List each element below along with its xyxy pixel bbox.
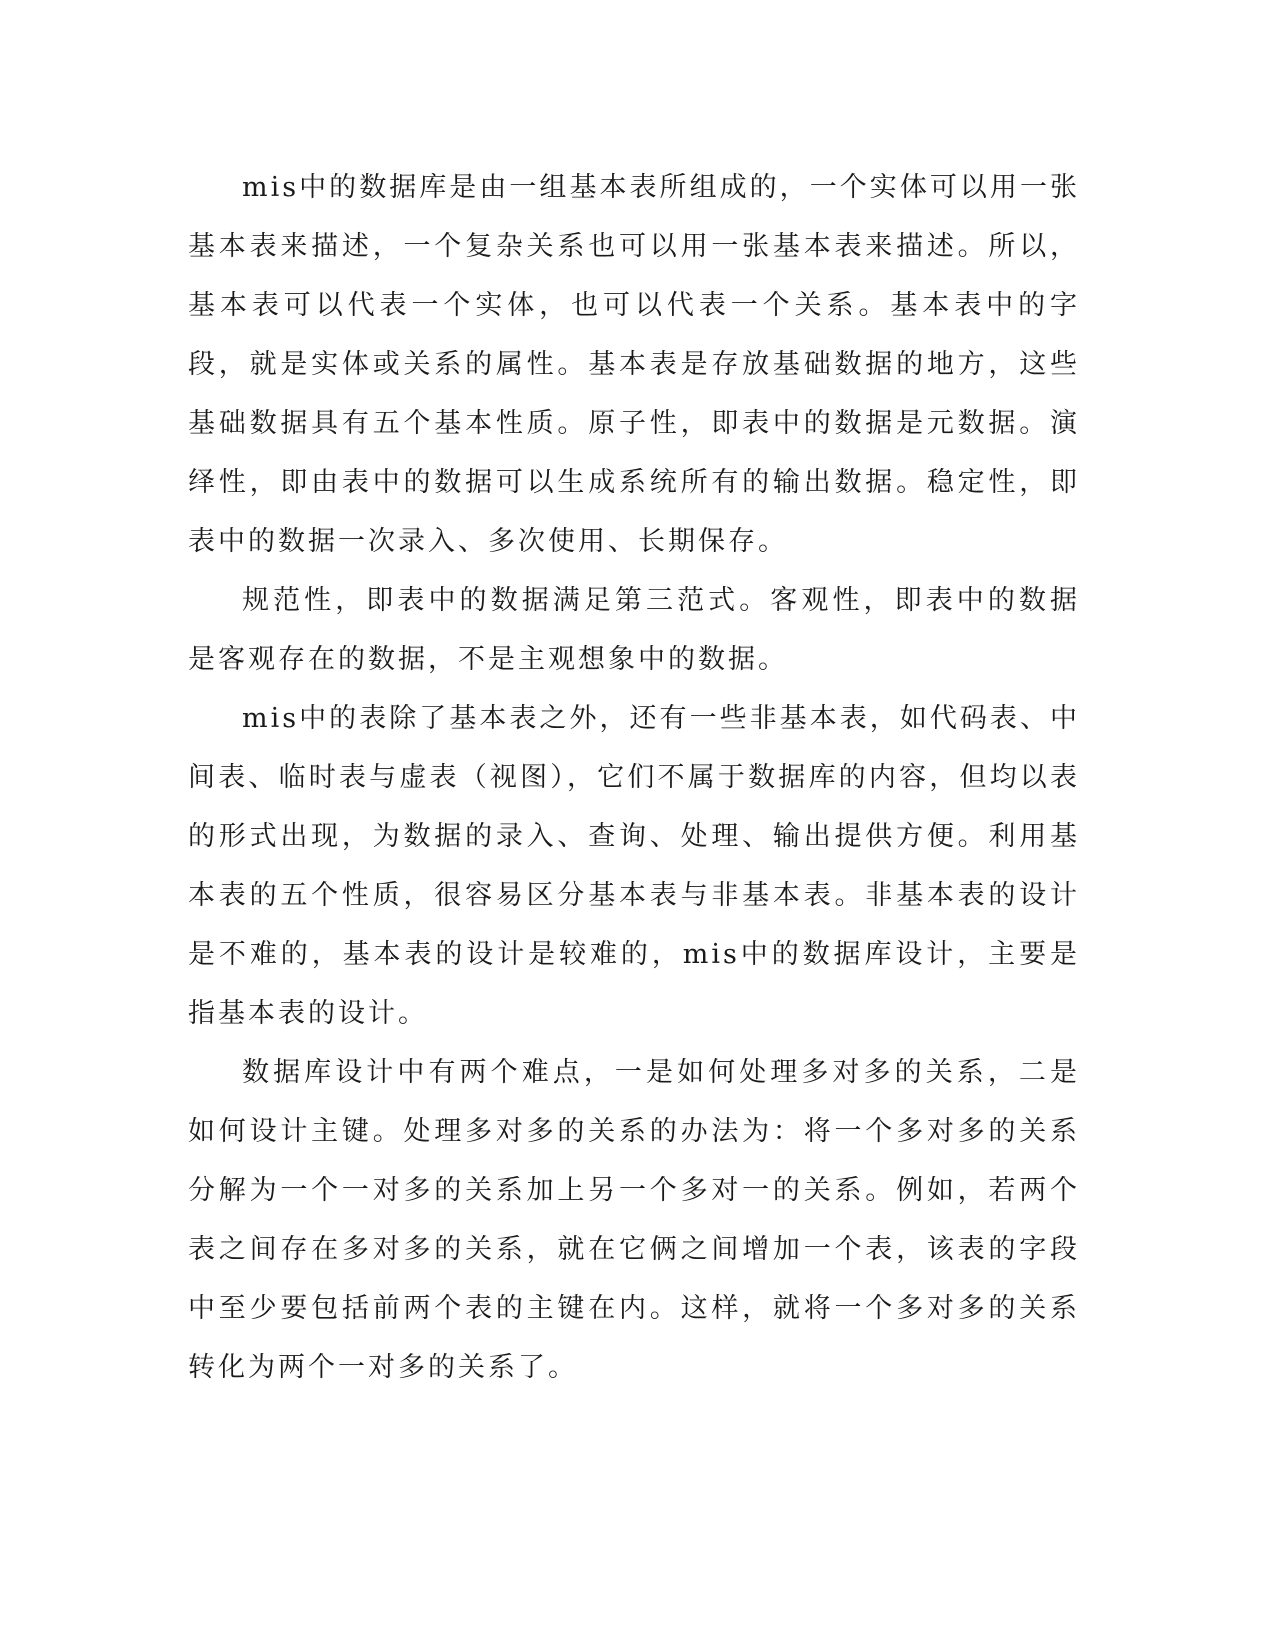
paragraph-1: mis中的数据库是由一组基本表所组成的，一个实体可以用一张基本表来描述，一个复杂关系也可以用一张基本表来描述。所以，基本表可以代表一个实体，也可以代表一个关系。基本表中的字段，就是实体或关系的属性。基本表是存放基础数据的地方，这些基础数据具有五个基本性质。原子性，即表中的数据是元数据。演绎性，即由表中的数据可以生成系统所有的输出数据。稳定性，即表中的数据一次录入、多次使用、长期保存。 <box>188 172 1080 557</box>
paragraph-4: 数据库设计中有两个难点，一是如何处理多对多的关系，二是如何设计主键。处理多对多的关系的办法为：将一个多对多的关系分解为一个一对多的关系加上另一个多对一的关系。例如，若两个表之间存在多对多的关系，就在它俩之间增加一个表，该表的字段中至少要包括前两个表的主键在内。这样，就将一个多对多的关系转化为两个一对多的关系了。 <box>188 1057 1080 1383</box>
paragraph-3: mis中的表除了基本表之外，还有一些非基本表，如代码表、中间表、临时表与虚表（视图），它们不属于数据库的内容，但均以表的形式出现，为数据的录入、查询、处理、输出提供方便。利用基本表的五个性质，很容易区分基本表与非基本表。非基本表的设计是不难的，基本表的设计是较难的，mis中的数据库设计，主要是指基本表的设计。 <box>188 703 1080 1029</box>
document-body <box>188 158 1080 1397</box>
paragraph-2: 规范性，即表中的数据满足第三范式。客观性，即表中的数据是客观存在的数据，不是主观想象中的数据。 <box>188 585 1080 675</box>
